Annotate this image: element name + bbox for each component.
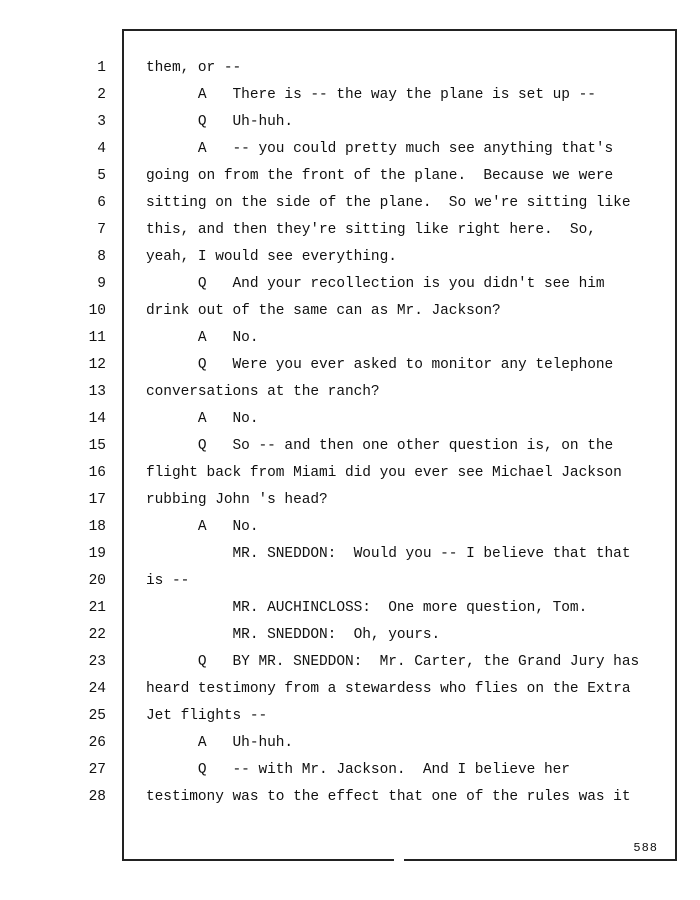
- transcript-line: A -- you could pretty much see anything that's: [146, 141, 614, 157]
- line-number: 5: [97, 168, 106, 184]
- transcript-line: A Uh-huh.: [146, 735, 294, 751]
- transcript-line: heard testimony from a stewardess who flies on the Extra: [146, 681, 631, 697]
- line-number: 25: [88, 708, 106, 724]
- transcript-line: them, or --: [146, 60, 242, 76]
- page-border-left: [122, 29, 124, 860]
- page-border-bottom-right: [404, 859, 677, 861]
- transcript-line: Q -- with Mr. Jackson. And I believe her: [146, 762, 570, 778]
- line-number: 7: [97, 222, 106, 238]
- line-number: 23: [88, 654, 106, 670]
- transcript-line: testimony was to the effect that one of the rules was it: [146, 789, 631, 805]
- line-number: 1: [97, 60, 106, 76]
- transcript-line: A No.: [146, 519, 259, 535]
- line-number: 10: [88, 303, 106, 319]
- line-number: 4: [97, 141, 106, 157]
- transcript-line: this, and then they're sitting like right here. So,: [146, 222, 596, 238]
- page-number: 588: [633, 841, 658, 855]
- transcript-line: sitting on the side of the plane. So we're sitting like: [146, 195, 631, 211]
- line-number: 13: [88, 384, 106, 400]
- line-number: 3: [97, 114, 106, 130]
- line-number: 2: [97, 87, 106, 103]
- transcript-line: Jet flights --: [146, 708, 268, 724]
- line-number: 15: [88, 438, 106, 454]
- transcript-line: A No.: [146, 411, 259, 427]
- line-number: 21: [88, 600, 106, 616]
- line-number: 12: [88, 357, 106, 373]
- transcript-line: flight back from Miami did you ever see Michael Jackson: [146, 465, 622, 481]
- transcript-line: is --: [146, 573, 190, 589]
- line-number: 14: [88, 411, 106, 427]
- transcript-line: yeah, I would see everything.: [146, 249, 397, 265]
- transcript-line: Q Uh-huh.: [146, 114, 294, 130]
- page-border-bottom-left: [122, 859, 394, 861]
- line-number: 27: [88, 762, 106, 778]
- transcript-line: A No.: [146, 330, 259, 346]
- transcript-line: MR. SNEDDON: Oh, yours.: [146, 627, 441, 643]
- line-number: 17: [88, 492, 106, 508]
- transcript-line: MR. SNEDDON: Would you -- I believe that that: [146, 546, 631, 562]
- line-number: 22: [88, 627, 106, 643]
- transcript-line: conversations at the ranch?: [146, 384, 380, 400]
- page-border-right: [675, 29, 677, 860]
- transcript-line: rubbing John 's head?: [146, 492, 328, 508]
- line-number: 6: [97, 195, 106, 211]
- line-number: 18: [88, 519, 106, 535]
- transcript-line: MR. AUCHINCLOSS: One more question, Tom.: [146, 600, 588, 616]
- transcript-line: A There is -- the way the plane is set up --: [146, 87, 596, 103]
- transcript-line: Q BY MR. SNEDDON: Mr. Carter, the Grand Jury has: [146, 654, 640, 670]
- line-number: 8: [97, 249, 106, 265]
- line-number: 28: [88, 789, 106, 805]
- line-number: 11: [88, 330, 106, 346]
- line-number: 24: [88, 681, 106, 697]
- line-number: 26: [88, 735, 106, 751]
- line-number: 9: [97, 276, 106, 292]
- transcript-line: Q Were you ever asked to monitor any telephone: [146, 357, 614, 373]
- line-number: 16: [88, 465, 106, 481]
- transcript-line: Q And your recollection is you didn't see him: [146, 276, 605, 292]
- transcript-line: Q So -- and then one other question is, on the: [146, 438, 614, 454]
- page-border-top: [122, 29, 677, 31]
- transcript-line: drink out of the same can as Mr. Jackson?: [146, 303, 501, 319]
- transcript-line: going on from the front of the plane. Because we were: [146, 168, 614, 184]
- line-number: 19: [88, 546, 106, 562]
- line-number: 20: [88, 573, 106, 589]
